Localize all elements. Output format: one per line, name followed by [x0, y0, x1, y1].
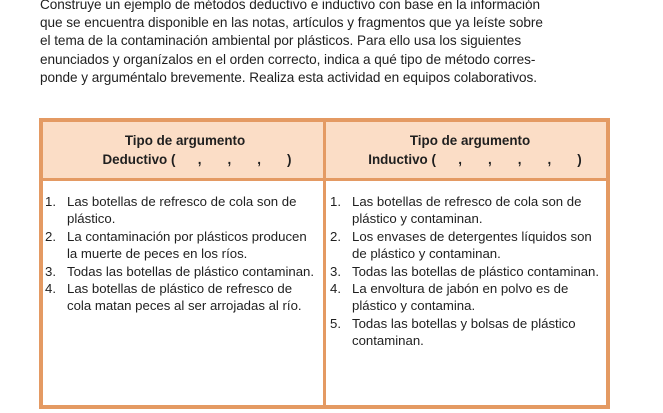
deductive-header-title: Tipo de argumento: [124, 133, 246, 148]
item-text: Todas las botellas y bolsas de plástico contaminan.: [352, 315, 576, 349]
item-text: Las botellas de refresco de cola son de plástico.: [67, 194, 297, 227]
instructions-line: ponde y arguméntalo brevemente. Realiza esta actividad en equipos colaborativos.: [40, 69, 538, 85]
instructions-line: que se encuentra disponible en las notas, artículos y fragmentos que ya leíste sobre: [40, 15, 543, 31]
item-text: Todas las botellas de plástico contaminan.: [352, 263, 600, 279]
deductive-statements-list: [45, 193, 317, 315]
item-number: 2.: [45, 228, 56, 244]
deductive-header: [43, 131, 323, 169]
deductive-label: Deductivo (: [102, 152, 176, 167]
list-item: [45, 193, 317, 228]
item-text: Las botellas de refresco de cola son de plástico y contaminan.: [352, 194, 582, 227]
item-number: 3.: [330, 263, 341, 279]
item-number: 1.: [45, 194, 56, 209]
list-item: [330, 193, 606, 228]
inductive-statements-list: [330, 193, 606, 350]
list-item: [330, 315, 606, 350]
item-number: 4.: [45, 281, 56, 297]
deductive-header-subtitle: [43, 150, 323, 169]
item-number: 5.: [330, 315, 341, 331]
item-number: 4.: [330, 281, 341, 297]
item-text: Todas las botellas de plástico contaminan.: [67, 263, 315, 279]
list-item: [330, 280, 606, 315]
inductive-label: Inductivo (: [368, 152, 436, 167]
instructions-line: el tema de la contaminación ambiental por plásticos. Para ello usa los siguientes: [40, 33, 522, 49]
item-number: 1.: [330, 194, 341, 209]
inductive-header: [326, 131, 610, 169]
argument-table: [39, 118, 610, 409]
list-item: [45, 280, 317, 315]
instructions-line: enunciados y organízalos en el orden correcto, indica a qué tipo de método corres-: [40, 51, 536, 67]
inductive-order-slots[interactable]: , , , , ): [435, 152, 582, 167]
item-number: 3.: [45, 263, 56, 279]
inductive-header-subtitle: [326, 150, 610, 169]
list-item: [330, 228, 606, 263]
item-text: La contaminación por plásticos producen la muerte de peces en los ríos.: [67, 228, 307, 262]
deductive-order-slots[interactable]: , , , ): [175, 152, 292, 167]
list-item: [45, 263, 317, 280]
list-item: [330, 263, 606, 280]
item-text: La envoltura de jabón en polvo es de plástico y contamina.: [352, 281, 569, 314]
item-number: 2.: [330, 228, 341, 244]
instructions-line: Construye un ejemplo de métodos deductivo e inductivo con base en la información: [40, 0, 541, 12]
item-text: Las botellas de plástico de refresco de cola matan peces al ser arrojadas al río.: [67, 281, 302, 314]
instructions-paragraph: [40, 0, 652, 87]
list-item: [45, 228, 317, 263]
item-text: Los envases de detergentes líquidos son de plástico y contaminan.: [352, 228, 592, 262]
inductive-header-title: Tipo de argumento: [409, 133, 531, 148]
